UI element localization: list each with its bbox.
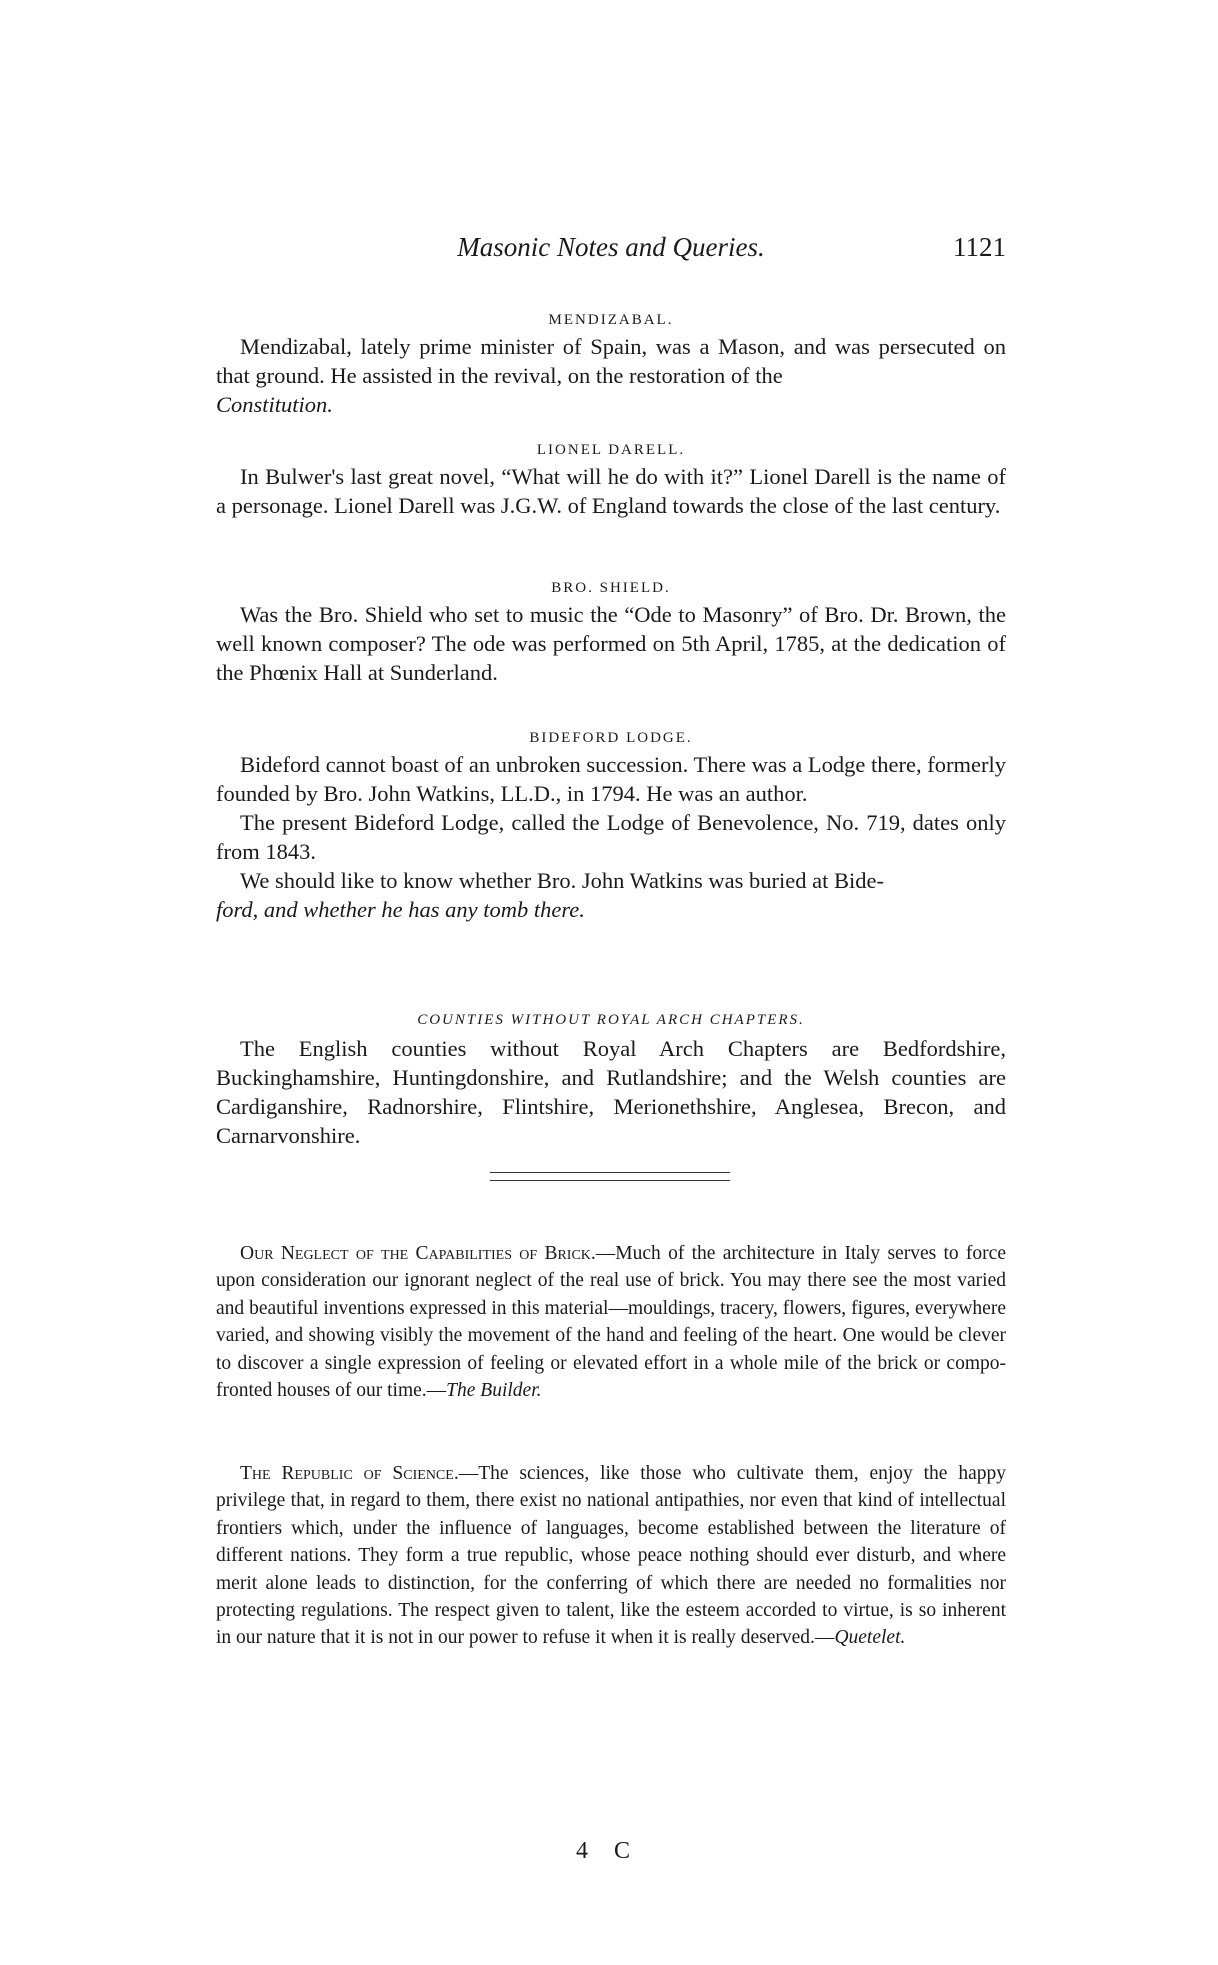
section-paragraph: Mendizabal, lately prime minister of Spain, was a Mason, and was persecuted on that ground. He assisted in the revival, on the restoration of the: [216, 334, 1006, 388]
extract-title: The Republic of Science.: [240, 1463, 459, 1484]
section-counties: [216, 1010, 1006, 1150]
section-paragraph: The present Bideford Lodge, called the Lodge of Benevolence, No. 719, dates only from 1843.: [216, 810, 1006, 864]
extract-republic-science: [216, 1460, 1006, 1652]
section-divider-rule: [490, 1172, 730, 1181]
extract-source: Quetelet.: [834, 1627, 906, 1649]
extract-body: —The sciences, like those who cultivate them, enjoy the happy privilege that, in regard to them, there exist no national antipathies, nor even that kind of intellectual frontiers which, under the influence of languages, become established between the literature of different nations. They form a true republic, whose peace nothing should ever disturb, and where merit alone leads to distinction, for the conferring of which there are needed no formalities nor protecting regulations. The respect given to talent, like the esteem accorded to virtue, is so inherent in our nature that it is not in our power to refuse it when it is really deserved.—: [216, 1463, 1006, 1649]
section-paragraph: We should like to know whether Bro. John Watkins was buried at Bide-: [240, 868, 884, 893]
section-paragraph: Was the Bro. Shield who set to music the “Ode to Masonry” of Bro. Dr. Brown, the well known composer? The ode was performed on 5th April, 1785, at the dedication of the Phœnix Hall at Sunderland.: [216, 602, 1006, 685]
extract-paragraph: [216, 1240, 1006, 1404]
section-lionel-darell: [216, 440, 1006, 520]
section-paragraph: Bideford cannot boast of an unbroken succession. There was a Lodge there, formerly founded by Bro. John Watkins, LL.D., in 1794. He was an author.: [216, 752, 1006, 806]
signature-mark: 4 C: [576, 1838, 641, 1864]
section-mendizabal: [216, 310, 1006, 419]
section-paragraph: ford, and whether he has any tomb there.: [216, 897, 585, 922]
section-paragraph: The English counties without Royal Arch Chapters are Bedfordshire, Buckinghamshire, Huntingdonshire, and Rutlandshire; and the Welsh counties are Cardiganshire, Radnorshire, Flintshire, Merionethshire, Anglesea, Brecon, and Carnarvonshire.: [216, 1036, 1006, 1148]
page-number: 1121: [953, 232, 1006, 262]
running-head: [216, 232, 1006, 268]
section-bideford-lodge: [216, 728, 1006, 924]
extract-paragraph: [216, 1460, 1006, 1652]
extract-source: The Builder.: [446, 1380, 542, 1402]
running-title: Masonic Notes and Queries.: [457, 232, 765, 262]
section-heading: MENDIZABAL.: [548, 312, 674, 328]
section-paragraph: Constitution.: [216, 392, 333, 417]
section-heading: BIDEFORD LODGE.: [529, 730, 693, 746]
extract-title: Our Neglect of the Capabilities of Brick.: [240, 1243, 596, 1264]
section-heading: COUNTIES WITHOUT ROYAL ARCH CHAPTERS.: [417, 1012, 805, 1028]
section-paragraph: In Bulwer's last great novel, “What will he do with it?” Lionel Darell is the name of a personage. Lionel Darell was J.G.W. of England towards the close of the last century.: [216, 464, 1006, 518]
extract-body: —Much of the architecture in Italy serves to force upon consideration our ignorant neglect of the real use of brick. You may there see the most varied and beautiful inventions expressed in this material—mouldings, tracery, flowers, figures, everywhere varied, and showing visibly the movement of the hand and feeling of the heart. One would be clever to discover a single expression of feeling or elevated effort in a whole mile of the brick or compo-fronted houses of our time.—: [216, 1243, 1006, 1402]
section-heading: BRO. SHIELD.: [551, 580, 671, 596]
section-heading: LIONEL DARELL.: [536, 442, 686, 458]
extract-brick: [216, 1240, 1006, 1404]
section-bro-shield: [216, 578, 1006, 687]
